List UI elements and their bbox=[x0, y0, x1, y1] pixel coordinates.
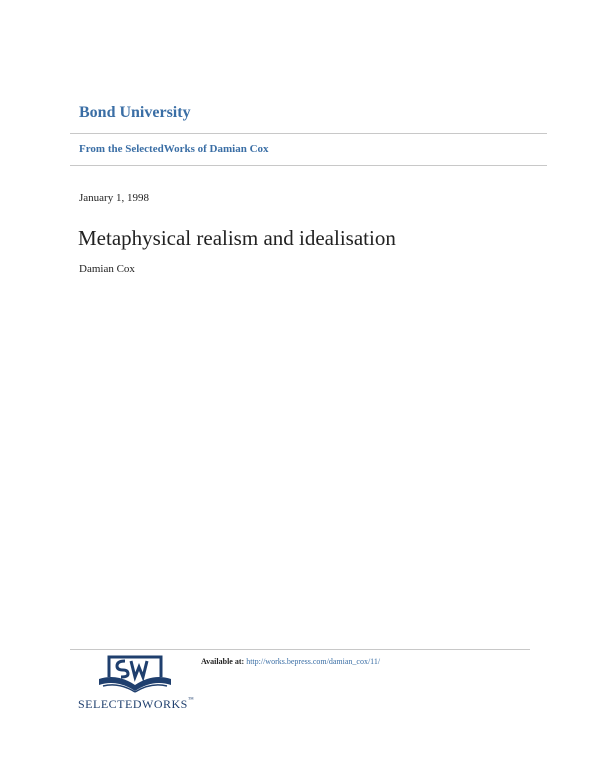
header-rule-bottom bbox=[70, 165, 547, 166]
institution-heading[interactable]: Bond University bbox=[79, 104, 191, 121]
document-title: Metaphysical realism and idealisation bbox=[78, 226, 396, 250]
availability-line bbox=[201, 657, 380, 666]
logo-wordmark-text: SELECTEDWORKS bbox=[78, 697, 188, 711]
logo-trademark: ™ bbox=[187, 697, 195, 703]
publication-date: January 1, 1998 bbox=[79, 192, 149, 204]
selectedworks-logo bbox=[78, 655, 198, 715]
available-label: Available at: bbox=[201, 657, 245, 666]
logo-letter-w bbox=[131, 661, 147, 677]
logo-wordmark bbox=[78, 697, 194, 712]
footer-rule bbox=[70, 649, 530, 650]
header-rule-top bbox=[70, 133, 547, 134]
document-author: Damian Cox bbox=[79, 263, 135, 275]
open-book-logo-icon bbox=[95, 655, 175, 695]
available-url-link[interactable]: http://works.bepress.com/damian_cox/11/ bbox=[246, 657, 381, 666]
selectedworks-collection-link[interactable]: From the SelectedWorks of Damian Cox bbox=[79, 143, 269, 155]
logo-letter-s bbox=[117, 661, 128, 677]
